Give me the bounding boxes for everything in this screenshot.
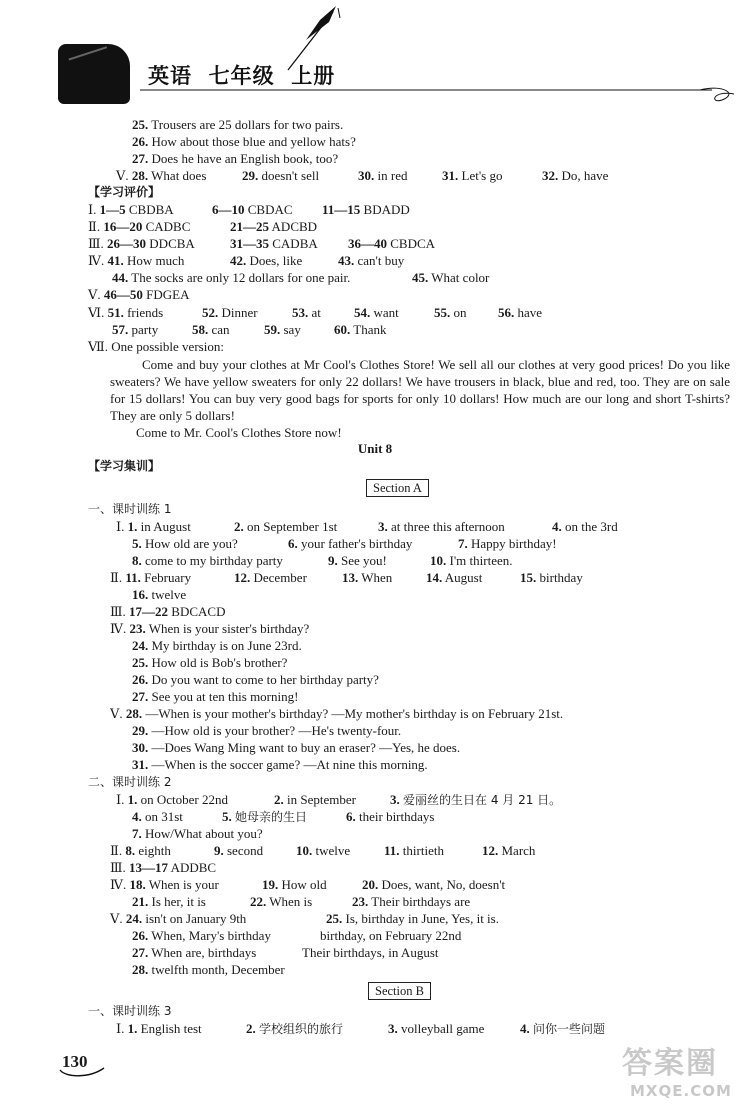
answer-line: 25. How old is Bob's brother? <box>132 655 288 670</box>
answer-line: Ⅱ. 8. eighth <box>110 843 171 858</box>
answer-line: Ⅱ. 11. February <box>110 570 192 585</box>
answer-line: Ⅳ. 23. When is your sister's birthday? <box>110 621 310 636</box>
essay-closing: Come to Mr. Cool's Clothes Store now! <box>136 425 342 440</box>
answer-line: Ⅴ. 24. isn't on January 9th <box>110 911 247 926</box>
answer-line: 26. How about those blue and yellow hats? <box>132 134 356 149</box>
answer-line: 44. The socks are only 12 dollars for one pair. <box>112 270 351 285</box>
lesson-title: 一、课时训练 3 <box>88 1004 172 1018</box>
answer-line: 5. How old are you? <box>132 536 238 551</box>
answer-line: Ⅰ. 1. English test <box>116 1021 202 1036</box>
answer-line: 24. My birthday is on June 23rd. <box>132 638 302 653</box>
answer-line: Ⅶ. One possible version: <box>88 339 224 354</box>
lesson-title: 二、课时训练 2 <box>88 775 172 789</box>
answer-line: Ⅲ. 17—22 BDCACD <box>110 604 226 619</box>
section-heading: 【学习评价】 <box>88 185 161 199</box>
answer-line: 27. See you at ten this morning! <box>132 689 299 704</box>
answer-line: 31. —When is the soccer game? —At nine this morning. <box>132 757 428 772</box>
answer-line: 8. come to my birthday party <box>132 553 283 568</box>
answer-line: Ⅱ. 16—20 CADBC <box>88 219 191 234</box>
answer-line: 16. twelve <box>132 587 187 602</box>
section-b-label: Section B <box>368 982 431 1000</box>
answer-line: 27. When are, birthdays <box>132 945 257 960</box>
answer-line: 25. Trousers are 25 dollars for two pairs. <box>132 117 344 132</box>
answer-line: 30. —Does Wang Ming want to buy an eraser? —Yes, he does. <box>132 740 461 755</box>
answer-line: Ⅲ. 26—30 DDCBA <box>88 236 195 251</box>
answer-line: Ⅳ. 41. How much <box>88 253 185 268</box>
watermark <box>604 1036 744 1106</box>
page-number: 130 <box>62 1052 88 1071</box>
watermark-url: MXQE.COM <box>630 1082 732 1100</box>
answer-line: Ⅲ. 13—17 ADDBC <box>110 860 217 875</box>
answer-line: Ⅳ. 18. When is your <box>110 877 219 892</box>
answer-line: 57. party <box>112 322 159 337</box>
answer-line: Ⅰ. 1—5 CBDBA <box>88 202 174 217</box>
answer-line: 26. Do you want to come to her birthday party? <box>132 672 379 687</box>
answer-line: 4. on 31st <box>132 809 183 824</box>
answer-content: 25. Trousers are 25 dollars for two pairs. 26. How about those blue and yellow hats? 27. Does he have an English book, too? Ⅴ. 28. What does 29. doesn't sell 30. in red 31. Let's go 32. Do, have 【学习评价】 Ⅰ. 1—5 CBDBA 6—10 CBDAC 11—15 BDADD Ⅱ. 16—20 CADBC 21—25 ADCBD Ⅲ. 26—30 DDCBA 31—35 CADBA 36—40 CBDCA Ⅳ. 41. How much 42. Does, like 43. can't buy 44. The socks are only 12 dollars for one pair. 45. What color Ⅴ. 46—50 FDGEA Ⅵ. 51. friends 52. Dinner 53. at 54. want 55. on 56. have 57. party 58. can 59. say 60. Thank Ⅶ. One possible version: Come and buy your clothes at Mr Cool's Clothes Store! We sell all our clothes at very good prices! Do you like sweaters? We have yellow sweaters for only 22 dollars! We have trousers in black, blue and red, too. They are on sale for 15 dollars! You can buy very good bags for sports for only 10 dollars! How much are our long and short T-shirts? They are only 5 dollars! Come to Mr. Cool's Clothes Store now! Unit 8 【学习集训】 Section A 一、课时训练 1 Ⅰ. 1. in August 2. on September 1st 3. at three this afternoon 4. on the 3rd 5. How old are you? 6. your father's birthday 7. Happy birthday! 8. come to my birthday party 9. See you! 10. I'm thirteen. Ⅱ. 11. February 12. December 13. When 14. August 15. birthday 16. twelve Ⅲ. 17—22 BDCACD Ⅳ. 23. When is your sister's birthday? 24. My birthday is on June 23rd. 25. How old is Bob's brother? 26. Do you want to come to her birthday party? 27. See you at ten this morning! Ⅴ. 28. —When is your mother's birthday? —My mother's birthday is on February 21st. 29. —How old is your brother? —He's twenty-four. 30. —Does Wang Ming want to buy an eraser? —Yes, he does. 31. —When is the soccer game? —At nine this morning. 二、课时训练 2 Ⅰ. 1. on October 22nd 2. in September 3. 爱丽丝的生日在 4 月 21 日。 4. on 31st 5. 她母亲的生日 6. their birthdays 7. How/What about you? Ⅱ. 8. eighth 9. second 10. twelve 11. thirtieth 12. March Ⅲ. 13—17 ADDBC Ⅳ. 18. When is your 19. How old 20. Does, want, No, doesn't 21. Is her, it is 22. When is 23. Their birthdays are Ⅴ. 24. isn't on January 9th 25. Is, birthday in June, Yes, it is. 26. When, Mary's birthday birthday, on February 22nd 27. When are, birthdays Their birthdays, in August 28. twelfth month, December Section B 一、课时训练 3 Ⅰ. 1. English test 2. 学校组织的旅行 3. volleyball game 4. 问你一些问题 <box>0 0 750 1117</box>
answer-line: Ⅵ. 51. friends <box>88 305 164 320</box>
watermark-text: 答案圈 <box>622 1046 718 1081</box>
answer-line: 27. Does he have an English book, too? <box>132 151 339 166</box>
answer-line: Ⅴ. 28. —When is your mother's birthday? —My mother's birthday is on February 21st. <box>110 706 564 721</box>
answer-line: Ⅰ. 1. in August <box>116 519 191 534</box>
unit-title: Unit 8 <box>357 441 393 456</box>
answer-line: 28. twelfth month, December <box>132 962 285 977</box>
answer-line: 21. Is her, it is <box>132 894 206 909</box>
section-heading: 【学习集训】 <box>88 459 161 473</box>
answer-line: Ⅴ. 46—50 FDGEA <box>88 287 190 302</box>
answer-line: Ⅰ. 1. on October 22nd <box>116 792 229 807</box>
answer-line: 26. When, Mary's birthday <box>132 928 271 943</box>
answer-line: 7. How/What about you? <box>132 826 263 841</box>
answer-line: 29. —How old is your brother? —He's twenty-four. <box>132 723 402 738</box>
answer-line: Ⅴ. 28. What does <box>116 168 207 183</box>
sample-essay: Come and buy your clothes at Mr Cool's Clothes Store! We sell all our clothes at very good prices! Do you like sweaters? We have yellow sweaters for only 22 dollars! We have trousers in black, blue and red, too. They are on sale for 15 dollars! You can buy very good bags for sports for only 10 dollars! How much are our long and short T-shirts? They are only 5 dollars! <box>110 357 730 423</box>
lesson-title: 一、课时训练 1 <box>88 502 172 516</box>
section-a-label: Section A <box>366 479 429 497</box>
header-title: 英语 七年级 上册 <box>148 64 336 88</box>
